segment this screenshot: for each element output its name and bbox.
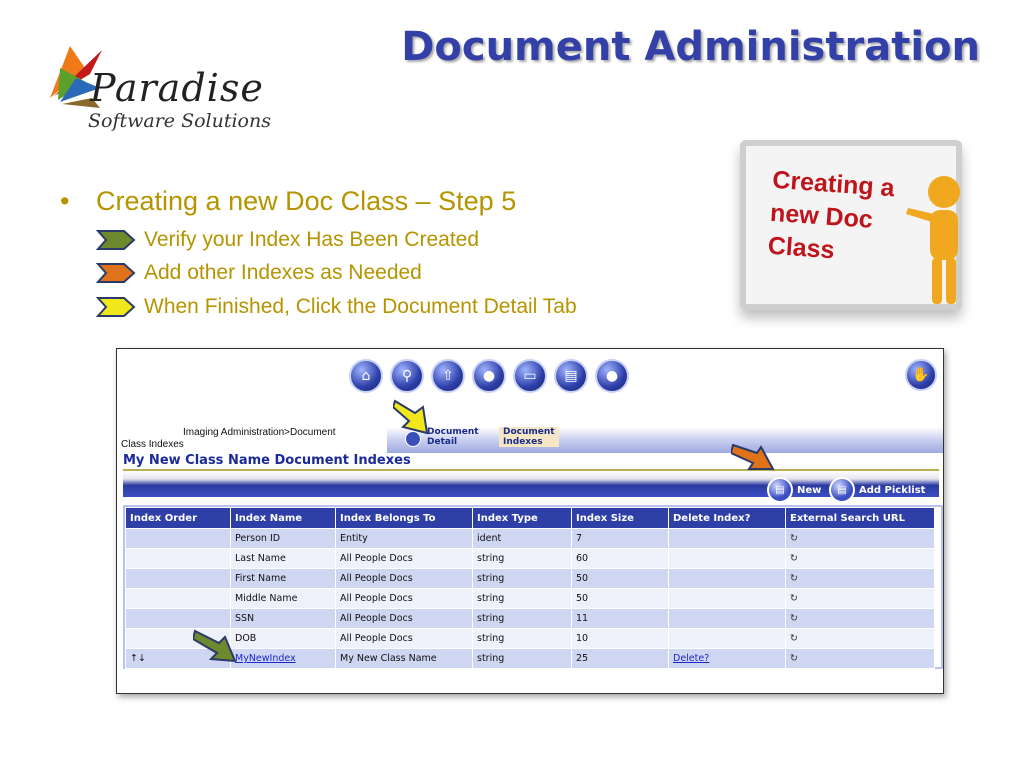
home-icon[interactable]: ⌂ xyxy=(349,359,383,393)
index-order-cell xyxy=(126,549,231,569)
index-type-cell: string xyxy=(473,609,572,629)
index-order-cell xyxy=(126,609,231,629)
document-icon: ▤ xyxy=(767,477,793,503)
external-search-url-cell xyxy=(786,569,935,589)
index-type-cell: string xyxy=(473,629,572,649)
index-type-cell: string xyxy=(473,549,572,569)
index-size-cell: 10 xyxy=(572,629,669,649)
index-size-cell: 7 xyxy=(572,529,669,549)
action-bar xyxy=(123,469,939,497)
yellow-pointer-arrow-icon xyxy=(393,399,433,435)
index-size-cell: 60 xyxy=(572,549,669,569)
external-search-url-cell xyxy=(786,629,935,649)
tab-label-line2: Detail xyxy=(427,437,458,447)
page-heading: My New Class Name Document Indexes xyxy=(123,453,411,468)
tab-document-indexes[interactable] xyxy=(499,427,559,447)
add-picklist-button[interactable] xyxy=(829,477,925,503)
index-type-cell: string xyxy=(473,649,572,669)
index-name-cell: Last Name xyxy=(231,549,336,569)
index-belongs-cell: Entity xyxy=(336,529,473,549)
add-picklist-label: Add Picklist xyxy=(859,484,926,496)
external-search-url-cell xyxy=(786,609,935,629)
monitor-icon[interactable]: ▤ xyxy=(554,359,588,393)
column-header: Index Type xyxy=(473,508,572,529)
table-row xyxy=(126,569,935,589)
green-pointer-arrow-icon xyxy=(193,629,237,665)
delete-index-cell xyxy=(669,549,786,569)
index-type-cell: string xyxy=(473,589,572,609)
index-name-link[interactable]: MyNewIndex xyxy=(235,653,296,664)
index-order-cell xyxy=(126,529,231,549)
index-size-cell: 50 xyxy=(572,569,669,589)
index-order-cell xyxy=(126,569,231,589)
index-belongs-cell: All People Docs xyxy=(336,549,473,569)
breadcrumb-line2: Class Indexes xyxy=(121,439,184,450)
board-text: Creating a new Doc Class xyxy=(766,165,896,265)
index-belongs-cell: All People Docs xyxy=(336,589,473,609)
external-search-url-cell xyxy=(786,549,935,569)
tab-document-detail[interactable] xyxy=(427,427,479,447)
refresh-icon[interactable]: ↻ xyxy=(790,593,798,604)
delete-index-cell xyxy=(669,589,786,609)
column-header: Delete Index? xyxy=(669,508,786,529)
delete-link[interactable]: Delete? xyxy=(673,653,710,664)
index-order-cell xyxy=(126,589,231,609)
table-row xyxy=(126,589,935,609)
index-type-cell: ident xyxy=(473,529,572,549)
index-name-cell: DOB xyxy=(231,629,336,649)
bullet-dot: • xyxy=(60,186,70,216)
delete-index-cell xyxy=(669,609,786,629)
logo-title: Paradise xyxy=(90,66,264,110)
delete-index-cell xyxy=(669,529,786,549)
new-button[interactable] xyxy=(767,477,821,503)
upload-icon[interactable]: ⇧ xyxy=(431,359,465,393)
tab-label-line1: Document xyxy=(427,427,479,437)
index-size-cell: 11 xyxy=(572,609,669,629)
index-name-cell: First Name xyxy=(231,569,336,589)
tab-label-line2: Indexes xyxy=(503,437,543,447)
refresh-icon[interactable]: ↻ xyxy=(790,573,798,584)
pointing-figure-icon xyxy=(900,170,980,310)
index-table xyxy=(125,507,935,669)
table-header-row xyxy=(126,508,935,529)
index-name-cell: SSN xyxy=(231,609,336,629)
index-belongs-cell: All People Docs xyxy=(336,629,473,649)
delete-index-cell xyxy=(669,629,786,649)
index-size-cell: 50 xyxy=(572,589,669,609)
index-name-cell: Middle Name xyxy=(231,589,336,609)
sub-bullet-finish xyxy=(96,295,577,319)
refresh-icon[interactable]: ↻ xyxy=(790,633,798,644)
hand-icon[interactable]: ✋ xyxy=(905,359,937,391)
index-order-cell[interactable]: ↑↓ xyxy=(126,649,231,669)
slide-title: Document Administration xyxy=(401,24,980,70)
orange-pointer-arrow-icon xyxy=(731,443,775,473)
green-arrow-icon xyxy=(96,229,136,251)
refresh-icon[interactable]: ↻ xyxy=(790,613,798,624)
user-icon[interactable]: ● xyxy=(472,359,506,393)
sub-bullet-text: Verify your Index Has Been Created xyxy=(144,228,480,251)
index-name-cell: Person ID xyxy=(231,529,336,549)
table-row xyxy=(126,649,935,669)
table-row xyxy=(126,629,935,649)
tab-bar xyxy=(387,427,943,453)
toolbar xyxy=(349,359,629,393)
logo-subtitle: Software Solutions xyxy=(88,110,271,132)
tab-label-line1: Document xyxy=(503,427,555,437)
delete-index-cell xyxy=(669,569,786,589)
sub-bullet-text: Add other Indexes as Needed xyxy=(144,261,422,284)
breadcrumb-line1: Imaging Administration>Document xyxy=(183,427,336,438)
external-search-url-cell xyxy=(786,649,935,669)
table-row xyxy=(126,549,935,569)
column-header: Index Belongs To xyxy=(336,508,473,529)
sub-bullet-add xyxy=(96,261,422,285)
main-bullet xyxy=(60,186,516,217)
external-search-url-cell xyxy=(786,529,935,549)
search-icon[interactable]: ⚲ xyxy=(390,359,424,393)
refresh-icon[interactable]: ↻ xyxy=(790,553,798,564)
group-icon[interactable]: ● xyxy=(595,359,629,393)
column-header: Index Size xyxy=(572,508,669,529)
delete-index-cell xyxy=(669,649,786,669)
index-belongs-cell: All People Docs xyxy=(336,569,473,589)
index-size-cell: 25 xyxy=(572,649,669,669)
index-belongs-cell: My New Class Name xyxy=(336,649,473,669)
table-row xyxy=(126,609,935,629)
refresh-icon[interactable]: ↻ xyxy=(790,653,798,664)
column-header: Index Name xyxy=(231,508,336,529)
yellow-arrow-icon xyxy=(96,296,136,318)
column-header: Index Order xyxy=(126,508,231,529)
external-search-url-cell xyxy=(786,589,935,609)
document-icon: ▤ xyxy=(829,477,855,503)
column-header: External Search URL xyxy=(786,508,935,529)
folder-icon[interactable]: ▭ xyxy=(513,359,547,393)
sub-bullet-verify xyxy=(96,228,479,252)
table-row xyxy=(126,529,935,549)
index-type-cell: string xyxy=(473,569,572,589)
company-logo xyxy=(40,38,320,138)
new-button-label: New xyxy=(797,484,822,496)
orange-arrow-icon xyxy=(96,262,136,284)
breadcrumb xyxy=(121,427,336,451)
main-bullet-text: Creating a new Doc Class – Step 5 xyxy=(96,186,517,216)
refresh-icon[interactable]: ↻ xyxy=(790,533,798,544)
app-screenshot xyxy=(116,348,944,694)
sub-bullet-text: When Finished, Click the Document Detail Tab xyxy=(144,295,577,318)
index-name-cell xyxy=(231,649,336,669)
index-belongs-cell: All People Docs xyxy=(336,609,473,629)
